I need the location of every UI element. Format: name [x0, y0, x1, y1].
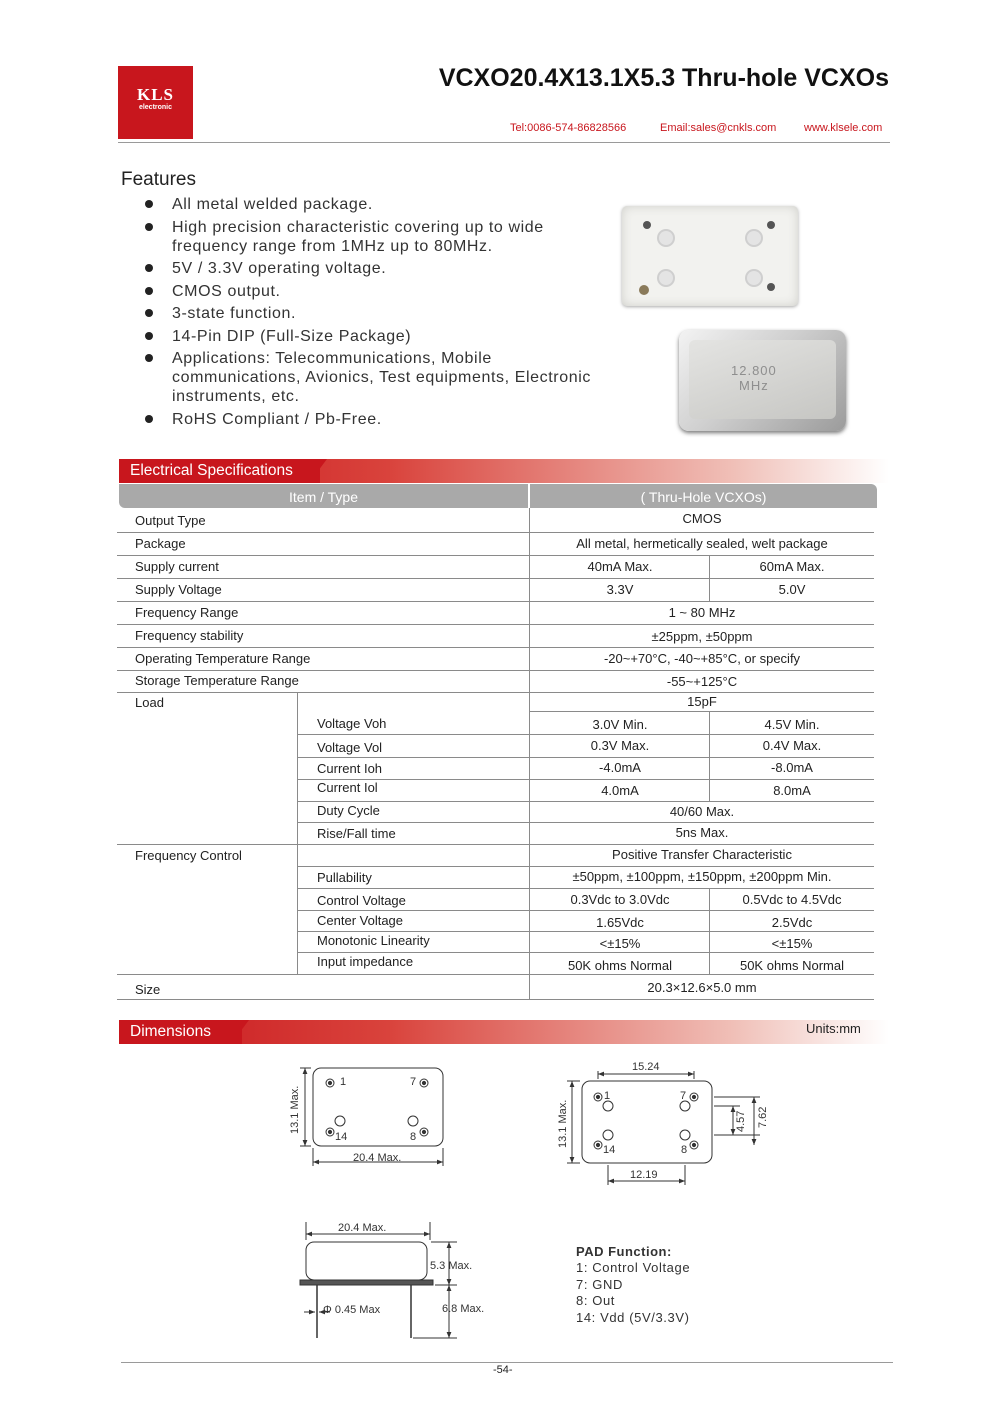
row-value-5v: 8.0mA	[773, 783, 811, 798]
row-value-5v: 5.0V	[778, 582, 806, 597]
contact-email: Email:sales@cnkls.com	[660, 122, 777, 134]
pin-label-1: 1	[604, 1090, 611, 1102]
row-value-5v: 50K ohms Normal	[739, 958, 845, 973]
page-title: VCXO20.4X13.1X5.3 Thru-hole VCXOs	[438, 64, 889, 92]
row-sublabel: Input impedance	[317, 954, 414, 969]
logo-brand: KLS	[136, 85, 175, 104]
pad-function-heading: PAD Function:	[576, 1244, 672, 1259]
row-value-5v: -8.0mA	[771, 760, 813, 775]
row-value-3v3: 4.0mA	[601, 783, 639, 798]
row-label: Frequency stability	[135, 628, 244, 643]
row-value: 1 ~ 80 MHz	[668, 605, 736, 620]
top-height: 13.1 Max.	[289, 1085, 301, 1134]
top-pin-7: 7	[410, 1076, 417, 1088]
col-header-item: Item / Type	[119, 484, 528, 508]
side-width: 20.4 Max.	[338, 1222, 387, 1234]
row-sublabel: Rise/Fall time	[317, 826, 396, 841]
pin-pitch-x: 15.24	[632, 1061, 660, 1073]
features-heading: Features	[121, 169, 196, 190]
feature-item: CMOS output.	[143, 282, 593, 301]
row-value-5v: 0.4V Max.	[762, 738, 822, 753]
contact-web: www.klsele.com	[804, 122, 883, 134]
top-pin-8: 8	[410, 1131, 417, 1143]
side-view-body	[306, 1242, 427, 1280]
pin-label-8: 8	[681, 1144, 688, 1156]
row-label: Output Type	[135, 513, 206, 528]
row-value: -20~+70°C, -40~+85°C, or specify	[603, 651, 801, 666]
row-value: 15pF	[687, 694, 717, 709]
row-value-3v3: 0.3V Max.	[590, 738, 650, 753]
row-sublabel: Voltage Voh	[317, 716, 387, 731]
row-value-3v3: 50K ohms Normal	[567, 958, 673, 973]
feature-item: 5V / 3.3V operating voltage.	[143, 259, 593, 278]
pad-item: 14: Vdd (5V/3.3V)	[576, 1309, 690, 1325]
row-value: 20.3×12.6×5.0 mm	[647, 980, 757, 995]
feature-item: All metal welded package.	[143, 195, 593, 214]
row-label: Frequency Range	[135, 605, 239, 620]
logo-sub: electronic	[138, 104, 173, 111]
row-value-3v3: 0.3Vdc to 3.0Vdc	[570, 892, 670, 907]
row-value-3v3: <±15%	[599, 936, 641, 951]
row-value: Positive Transfer Characteristic	[612, 847, 792, 862]
row-value: All metal, hermetically sealed, welt package	[576, 536, 828, 551]
pad-function-list	[576, 1260, 690, 1326]
top-width: 20.4 Max.	[353, 1152, 402, 1164]
page-number: -54-	[493, 1364, 513, 1376]
row-sublabel: Current Iol	[317, 780, 378, 795]
row-value-3v3: 3.3V	[606, 582, 634, 597]
pin-label-7: 7	[680, 1090, 687, 1102]
row-value-5v: 2.5Vdc	[771, 915, 813, 930]
row-value: CMOS	[682, 511, 722, 526]
row-sublabel: Duty Cycle	[317, 803, 380, 818]
units-label: Units:mm	[806, 1021, 861, 1036]
row-label: Supply Voltage	[135, 582, 222, 597]
pin-pitch-y1: 4.57	[735, 1110, 747, 1132]
row-value-5v: 4.5V Min.	[764, 717, 820, 732]
row-sublabel: Monotonic Linearity	[317, 933, 430, 948]
pad-item: 7: GND	[576, 1276, 623, 1292]
contact-tel: Tel:0086-574-86828566	[510, 122, 627, 134]
row-value: -55~+125°C	[666, 674, 738, 689]
pad-item: 1: Control Voltage	[576, 1260, 691, 1275]
dimensions-section-title: Dimensions	[119, 1020, 242, 1044]
row-value-3v3: -4.0mA	[599, 760, 641, 775]
row-value-5v: 0.5Vdc to 4.5Vdc	[742, 892, 842, 907]
row-label: Storage Temperature Range	[135, 673, 299, 688]
photo-freq-unit: MHz	[739, 378, 769, 393]
pin-pitch-x2: 12.19	[630, 1169, 658, 1181]
feature-item: RoHS Compliant / Pb-Free.	[143, 410, 593, 429]
pin-pitch-y2: 7.62	[757, 1106, 769, 1128]
feature-item: High precision characteristic covering up to wide frequency range from 1MHz up to 80MHz.	[143, 218, 593, 256]
row-value: 5ns Max.	[675, 825, 729, 840]
side-view-flange	[300, 1280, 433, 1285]
row-label: Operating Temperature Range	[135, 651, 311, 666]
row-label: Package	[135, 536, 186, 551]
row-sublabel: Control Voltage	[317, 893, 406, 908]
row-value: ±50ppm, ±100ppm, ±150ppm, ±200ppm Min.	[572, 869, 832, 884]
row-value: 40/60 Max.	[669, 804, 735, 819]
row-value-3v3: 3.0V Min.	[592, 717, 648, 732]
feature-item: Applications: Telecommunications, Mobile communications, Avionics, Test equipments, Electronic instruments, etc.	[143, 349, 593, 406]
row-label: Size	[135, 982, 161, 997]
row-label: Supply current	[135, 559, 219, 574]
row-sublabel: Voltage Vol	[317, 740, 383, 755]
pin-height: 13.1 Max.	[557, 1099, 569, 1148]
photo-freq-value: 12.800	[731, 363, 777, 378]
electrical-section-title: Electrical Specifications	[119, 459, 320, 483]
row-value-5v: 60mA Max.	[759, 559, 825, 574]
row-label: Load	[135, 695, 164, 710]
row-value-3v3: 40mA Max.	[587, 559, 653, 574]
side-total-height: 6.8 Max.	[442, 1303, 485, 1315]
row-sublabel: Current Ioh	[317, 761, 383, 776]
side-body-height: 5.3 Max.	[430, 1260, 473, 1272]
row-value-5v: <±15%	[771, 936, 813, 951]
row-sublabel: Pullability	[317, 870, 372, 885]
col-header-type: ( Thru-Hole VCXOs)	[530, 484, 877, 508]
row-value: ±25ppm, ±50ppm	[651, 629, 753, 644]
pin-label-14: 14	[603, 1144, 616, 1156]
pad-item: 8: Out	[576, 1293, 616, 1308]
feature-item: 14-Pin DIP (Full-Size Package)	[143, 327, 593, 346]
row-label: Frequency Control	[135, 848, 242, 863]
top-pin-1: 1	[340, 1076, 347, 1088]
top-pin-14: 14	[335, 1131, 348, 1143]
row-value-3v3: 1.65Vdc	[596, 915, 644, 930]
row-sublabel: Center Voltage	[317, 913, 404, 928]
side-pin-diameter: Φ 0.45 Max	[323, 1304, 381, 1316]
feature-item: 3-state function.	[143, 304, 593, 323]
footer-divider	[121, 1362, 893, 1363]
